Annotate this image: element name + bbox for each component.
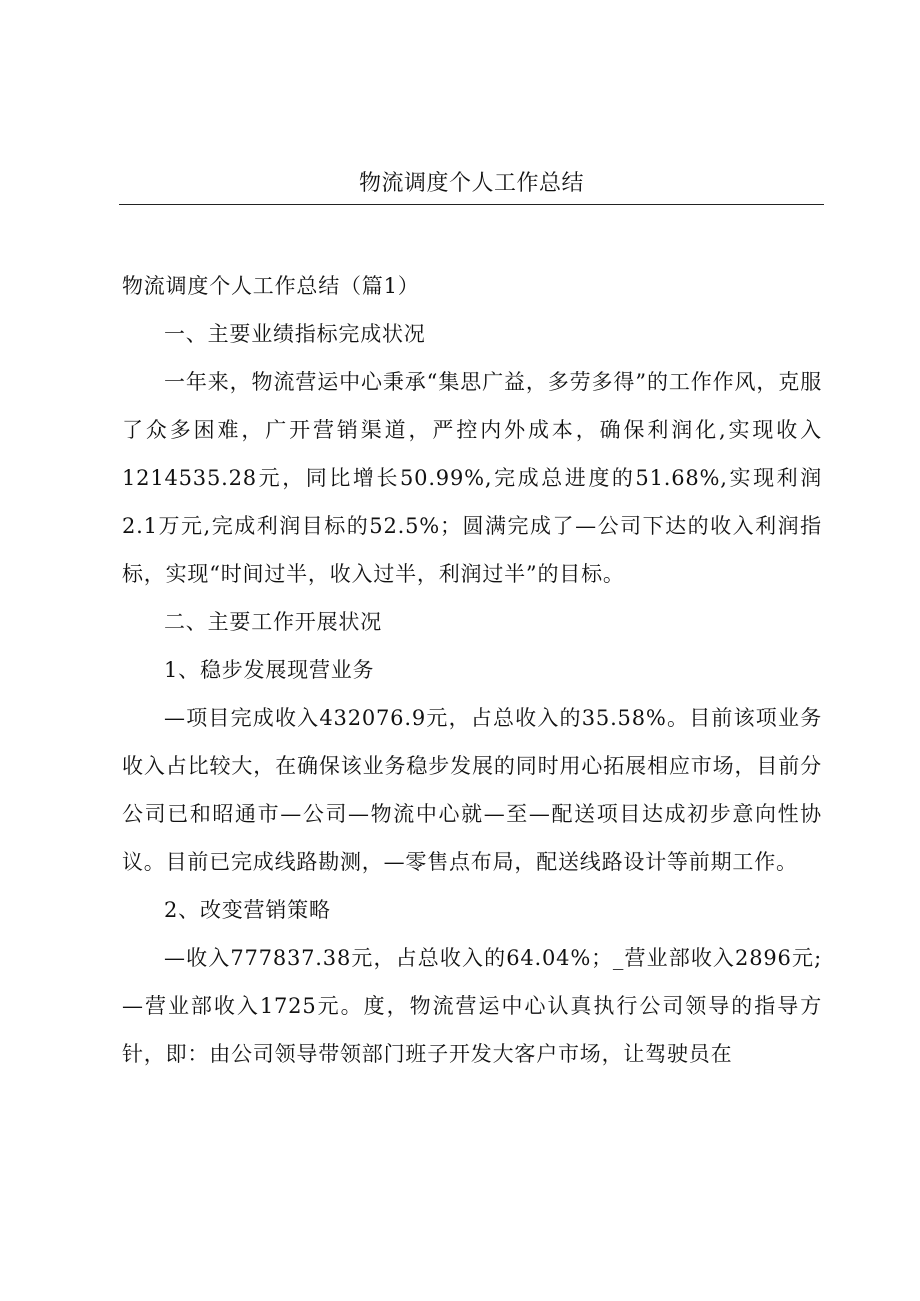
document-body	[122, 262, 822, 1078]
page-header	[119, 170, 824, 205]
section-heading-2: 二、主要工作开展状况	[164, 610, 382, 634]
paragraph-current-business: —项目完成收入432076.9元，占总收入的35.58%。目前该项业务收入占比较大，在确保该业务稳步发展的同时用心拓展相应市场，目前分公司已和昭通市—公司—物流中心就—至—配送项目达成初步意向性协议。目前已完成线路勘测，—零售点布局，配送线路设计等前期工作。	[122, 706, 822, 874]
paragraph-performance: 一年来，物流营运中心秉承“集思广益，多劳多得”的工作作风，克服了众多困难，广开营销渠道，严控内外成本，确保利润化,实现收入1214535.28元，同比增长50.99%,完成总进度的51.68%,实现利润2.1万元,完成利润目标的52.5%；圆满完成了—公司下达的收入利润指标，实现“时间过半，收入过半，利润过半”的目标。	[122, 370, 822, 586]
doc-subtitle: 物流调度个人工作总结（篇1）	[122, 274, 420, 298]
section-heading-1: 一、主要业绩指标完成状况	[164, 322, 426, 346]
paragraph-marketing-strategy: —收入777837.38元，占总收入的64.04%；_营业部收入2896元;—营业部收入1725元。度，物流营运中心认真执行公司领导的指导方针，即：由公司领导带领部门班子开发大客户市场，让驾驶员在	[122, 946, 822, 1066]
item-heading-2: 2、改变营销策略	[164, 898, 331, 922]
item-heading-1: 1、稳步发展现营业务	[164, 658, 375, 682]
page-title: 物流调度个人工作总结	[358, 171, 584, 196]
